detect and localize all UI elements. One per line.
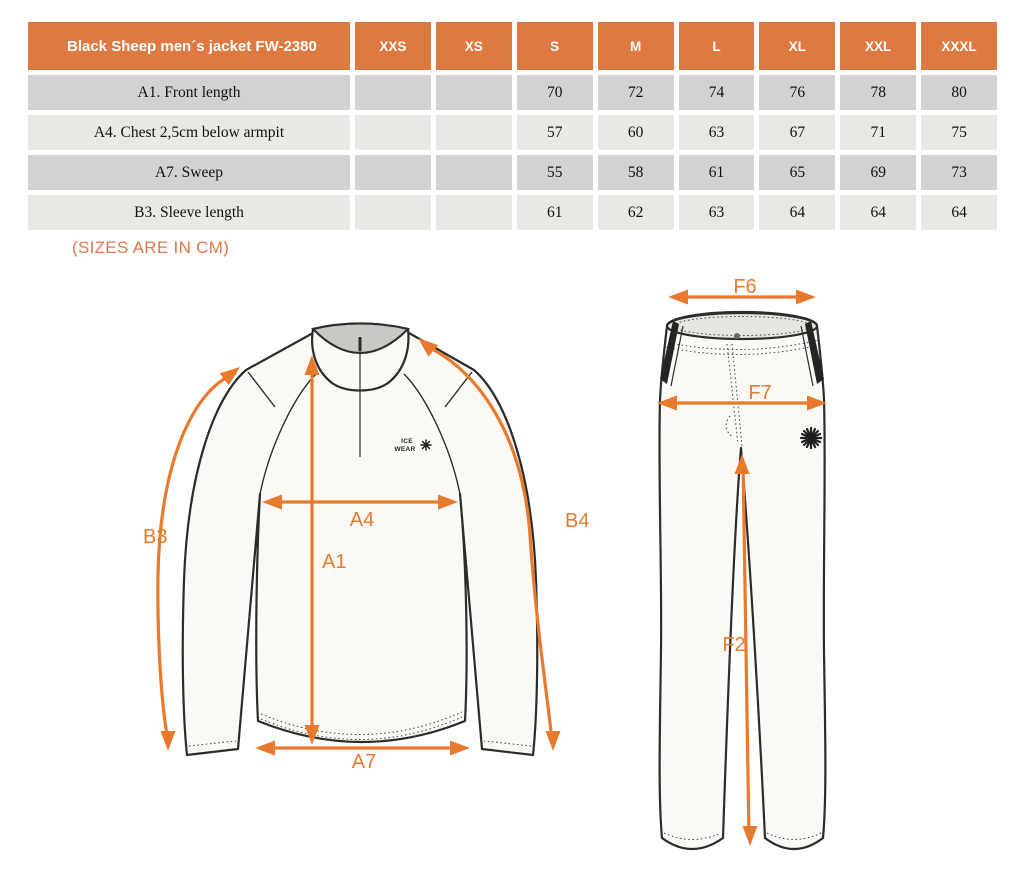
size-column-header: S <box>517 22 593 70</box>
table-header-row <box>28 22 997 70</box>
size-value-cell: 61 <box>517 195 593 230</box>
table-row <box>28 155 997 190</box>
measure-label-f6: F6 <box>733 276 757 298</box>
size-value-cell: 74 <box>679 75 755 110</box>
measurement-label-cell: A4. Chest 2,5cm below armpit <box>28 115 350 150</box>
size-column-header: L <box>679 22 755 70</box>
measure-label-a4: A4 <box>349 509 375 531</box>
size-value-cell: 73 <box>921 155 997 190</box>
size-value-cell: 60 <box>598 115 674 150</box>
pants-outline-drawing <box>659 312 825 849</box>
size-value-cell: 70 <box>517 75 593 110</box>
size-column-header: M <box>598 22 674 70</box>
waist-button <box>734 333 740 339</box>
size-value-cell <box>355 115 431 150</box>
size-value-cell <box>436 75 512 110</box>
size-value-cell: 64 <box>921 195 997 230</box>
size-value-cell: 72 <box>598 75 674 110</box>
measurement-label-cell: B3. Sleeve length <box>28 195 350 230</box>
size-value-cell: 71 <box>840 115 916 150</box>
waist-opening <box>667 313 817 339</box>
table-row <box>28 195 997 230</box>
size-value-cell <box>436 155 512 190</box>
size-value-cell: 55 <box>517 155 593 190</box>
jacket-outline-drawing <box>183 324 537 756</box>
table-row <box>28 75 997 110</box>
size-value-cell <box>355 155 431 190</box>
size-value-cell: 75 <box>921 115 997 150</box>
jacket-diagram <box>60 285 620 880</box>
size-value-cell: 76 <box>759 75 835 110</box>
size-column-header: XXL <box>840 22 916 70</box>
size-value-cell: 64 <box>759 195 835 230</box>
size-column-header: XXXL <box>921 22 997 70</box>
measure-label-f7: F7 <box>748 382 772 404</box>
measurement-label-cell: A1. Front length <box>28 75 350 110</box>
size-value-cell: 63 <box>679 115 755 150</box>
size-value-cell: 62 <box>598 195 674 230</box>
snowflake-icon <box>421 440 431 450</box>
size-column-header: XL <box>759 22 835 70</box>
size-value-cell <box>355 195 431 230</box>
size-value-cell <box>436 195 512 230</box>
size-value-cell: 67 <box>759 115 835 150</box>
measure-label-a1: A1 <box>322 551 347 573</box>
size-value-cell <box>355 75 431 110</box>
snowflake-icon <box>801 428 821 448</box>
sizes-note: (SIZES ARE IN CM) <box>72 238 230 257</box>
measure-label-b3: B3 <box>143 526 168 548</box>
size-table <box>23 17 1002 235</box>
size-value-cell: 63 <box>679 195 755 230</box>
table-title: Black Sheep men´s jacket FW-2380 <box>28 22 350 70</box>
size-value-cell: 61 <box>679 155 755 190</box>
size-value-cell: 65 <box>759 155 835 190</box>
size-value-cell: 64 <box>840 195 916 230</box>
measure-label-f2: F2 <box>722 634 746 656</box>
icewear-logo-text: ICE <box>401 438 413 445</box>
pants-diagram <box>630 270 850 880</box>
size-column-header: XS <box>436 22 512 70</box>
size-column-header: XXS <box>355 22 431 70</box>
size-value-cell: 57 <box>517 115 593 150</box>
measure-label-b4: B4 <box>565 510 590 532</box>
size-value-cell: 58 <box>598 155 674 190</box>
icewear-logo-text: WEAR <box>394 446 416 453</box>
size-value-cell <box>436 115 512 150</box>
measurement-label-cell: A7. Sweep <box>28 155 350 190</box>
measure-label-a7: A7 <box>351 751 377 773</box>
size-value-cell: 80 <box>921 75 997 110</box>
size-value-cell: 69 <box>840 155 916 190</box>
size-value-cell: 78 <box>840 75 916 110</box>
table-row <box>28 115 997 150</box>
